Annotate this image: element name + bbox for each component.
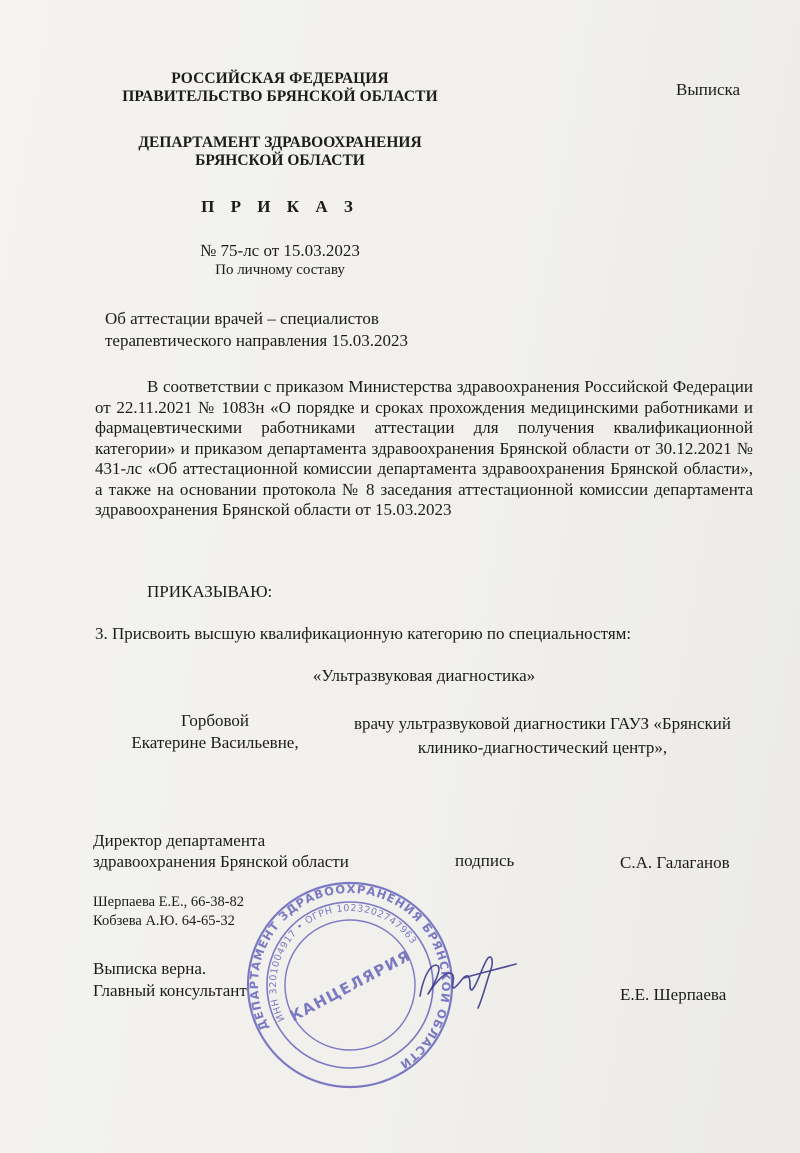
director-title-line-1: Директор департамента xyxy=(93,831,266,850)
director-name: С.А. Галаганов xyxy=(620,853,730,872)
department-line-2: БРЯНСКОЙ ОБЛАСТИ xyxy=(195,152,365,169)
extract-label: Выписка xyxy=(676,80,741,99)
order-type: По личному составу xyxy=(215,262,345,278)
executor-2: Кобзева А.Ю. 64-65-32 xyxy=(93,913,235,929)
order-number: № 75-лс от 15.03.2023 xyxy=(200,241,360,260)
signature-placeholder: подпись xyxy=(455,851,515,870)
director-title xyxy=(93,830,349,872)
seal-center-text: КАНЦЕЛЯРИЯ xyxy=(286,946,415,1026)
item-3: 3. Присвоить высшую квалификационную категорию по специальностям: xyxy=(95,624,632,643)
verification-note xyxy=(93,958,247,1002)
header-line-1: РОССИЙСКАЯ ФЕДЕРАЦИЯ xyxy=(171,70,389,87)
executor-1: Шерпаева Е.Е., 66-38-82 xyxy=(93,894,245,910)
department-line-1: ДЕПАРТАМЕНТ ЗДРАВООХРАНЕНИЯ xyxy=(138,134,422,151)
order-subject xyxy=(105,308,505,352)
person-surname: Горбовой xyxy=(181,711,249,730)
handwritten-signature xyxy=(402,944,522,1014)
verification-line-1: Выписка верна. xyxy=(93,959,207,978)
subject-line-1: Об аттестации врачей – специалистов xyxy=(105,309,379,328)
seal-inner-text: ИНН 3201004917 • ОГРН 1023202747963 xyxy=(267,902,419,1024)
person-given-names: Екатерине Васильевне, xyxy=(131,733,299,752)
specialty-name: «Ультразвуковая диагностика» xyxy=(312,666,536,685)
person-position: врачу ультразвуковой диагностики ГАУЗ «Брянский клинико-диагностический центр», xyxy=(353,714,731,757)
director-title-line-2: здравоохранения Брянской области xyxy=(93,852,349,871)
order-title: П Р И К А З xyxy=(201,197,359,216)
preamble-paragraph: В соответствии с приказом Министерства здравоохранения Российской Федерации от 22.11.2021 № 1083н «О порядке и сроках прохождения медицинскими работниками и фармацевтическими работниками аттестации для получения квалификационной категории» и приказом департамента здравоохранения Брянской области от 30.12.2021 № 431-лс «Об аттестационной комиссии департамента здравоохранения Брянской области», а также на основании протокола № 8 заседания аттестационной комиссии департамента здравоохранения Брянской области от 15.03.2023 xyxy=(95,377,753,519)
header-line-2: ПРАВИТЕЛЬСТВО БРЯНСКОЙ ОБЛАСТИ xyxy=(122,88,438,105)
seal-outer-text: ДЕПАРТАМЕНТ ЗДРАВООХРАНЕНИЯ БРЯНСКОЙ ОБЛАСТИ xyxy=(246,881,454,1073)
verification-line-2: Главный консультант xyxy=(93,981,247,1000)
government-header xyxy=(70,70,490,106)
department-header xyxy=(70,134,490,170)
executors xyxy=(93,893,244,931)
person-name xyxy=(100,710,330,754)
subject-line-2: терапевтического направления 15.03.2023 xyxy=(105,331,408,350)
consultant-name: Е.Е. Шерпаева xyxy=(620,985,727,1004)
order-directive: ПРИКАЗЫВАЮ: xyxy=(147,582,273,601)
